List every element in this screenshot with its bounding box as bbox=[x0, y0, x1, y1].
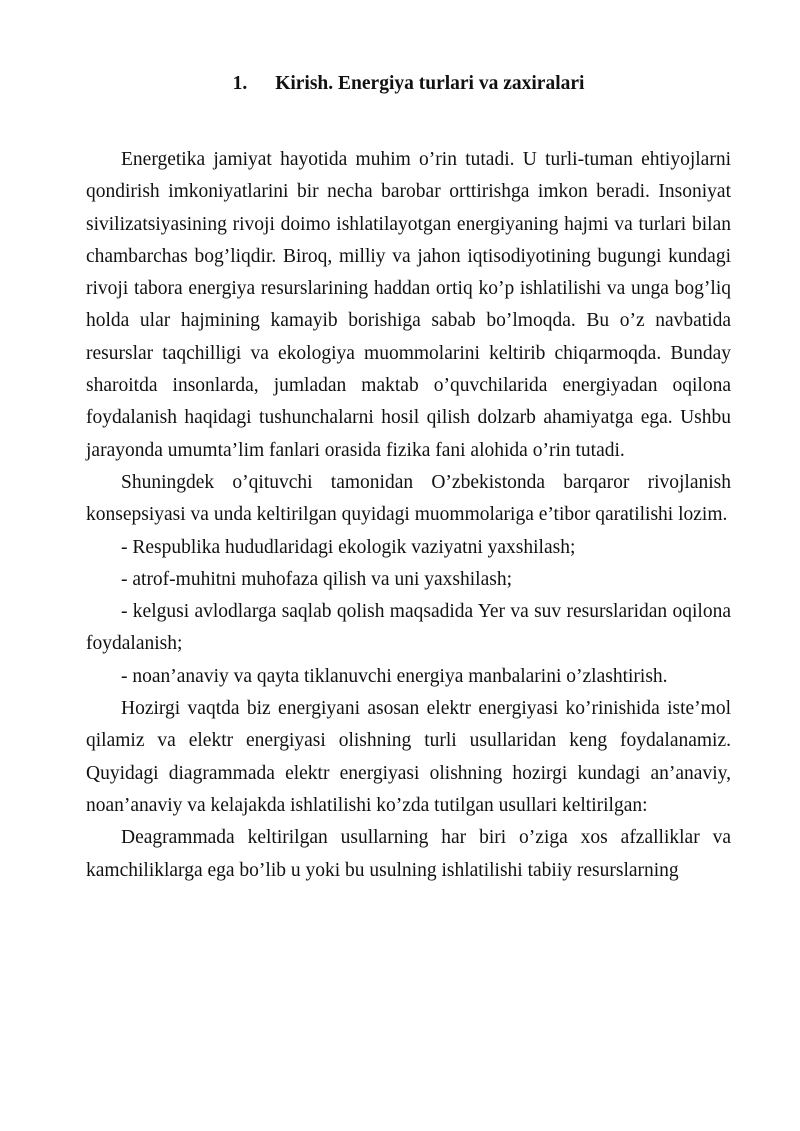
list-item: - noan’anaviy va qayta tiklanuvchi energiya manbalarini o’zlashtirish. bbox=[121, 665, 668, 687]
list-item: - atrof-muhitni muhofaza qilish va uni yaxshilash; bbox=[121, 568, 512, 590]
paragraph-intro: Energetika jamiyat hayotida muhim o’rin tutadi. U turli-tuman ehtiyojlarni qondirish imkoniyatlarini bir necha barobar orttirishga imkon beradi. Insoniyat sivilizatsiyasining rivoji doimo ishlatilayotgan energiyaning hajmi va turlari bilan chambarchas bog’liqdir. Biroq, milliy va jahon iqtisodiyotining bugungi kundagi rivoji tabora energiya resurslarining haddan ortiq ko’p ishlatilishi va unga bog’liq holda ular hajmining kamayib borishiga sabab bo’lmoqda. Bu o’z navbatida resurslar taqchilligi va ekologiya muommolarini keltirib chiqarmoqda. Bunday sharoitda insonlarda, jumladan maktab o’quvchilarida energiyadan oqilona foydalanish haqidagi tushunchalarni hosil qilish dolzarb ahamiyatga ega. Ushbu jarayonda umumta’lim fanlari orasida fizika fani alohida o’rin tutadi. bbox=[86, 149, 731, 461]
paragraph-diagram-methods: Deagrammada keltirilgan usullarning har biri o’ziga xos afzalliklar va kamchiliklarga ega bo’lib u yoki bu usulning ishlatilishi tabiiy resurslarning bbox=[86, 827, 731, 881]
section-heading bbox=[86, 68, 731, 100]
list-item: - kelgusi avlodlarga saqlab qolish maqsadida Yer va suv resurslaridan oqilona foydalanish; bbox=[86, 601, 731, 655]
section-number: 1. bbox=[232, 73, 248, 94]
paragraph-concept: Shuningdek o’qituvchi tamonidan O’zbekistonda barqaror rivojlanish konsepsiyasi va unda keltirilgan quyidagi muommolariga e’tibor qaratilishi lozim. bbox=[86, 471, 731, 526]
document-page bbox=[86, 68, 731, 887]
paragraph-electricity: Hozirgi vaqtda biz energiyani asosan elektr energiyasi ko’rinishida iste’mol qilamiz va elektr energiyasi olishning turli usullaridan keng foydalanamiz. Quyidagi diagrammada elektr energiyasi olishning hozirgi kundagi an’anaviy, noan’anaviy va kelajakda ishlatilishi ko’zda tutilgan usullari keltirilgan: bbox=[86, 698, 731, 816]
section-title: Kirish. Energiya turlari va zaxiralari bbox=[275, 73, 585, 94]
list-item: - Respublika hududlaridagi ekologik vaziyatni yaxshilash; bbox=[121, 536, 576, 558]
